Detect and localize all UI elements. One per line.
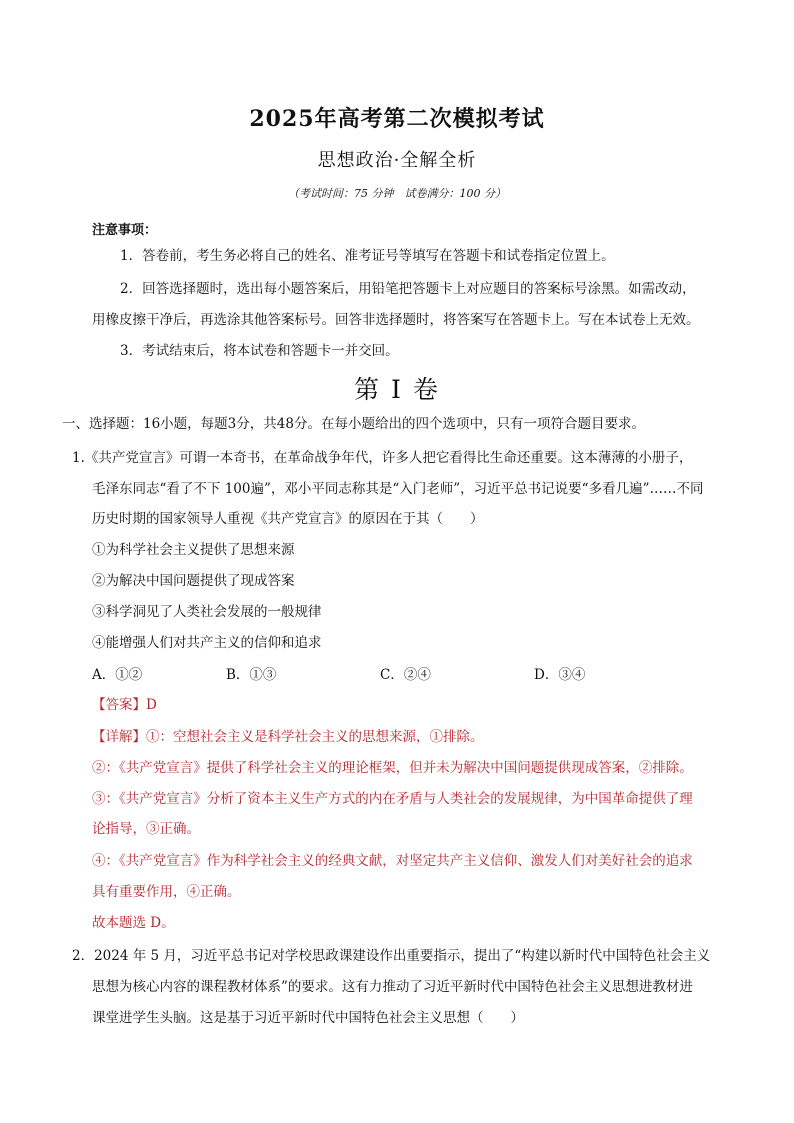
notice-item: 1．答卷前，考生务必将自己的姓名、准考证号等填写在答题卡和试卷指定位置上。 bbox=[120, 248, 615, 264]
analysis-line: 论指导，③正确。 bbox=[92, 821, 200, 837]
option-b: B．①③ bbox=[226, 667, 277, 683]
notice-item: 3．考试结束后，将本试卷和答题卡一并交回。 bbox=[120, 343, 399, 359]
statement-item: ②为解决中国问题提供了现成答案 bbox=[92, 573, 295, 589]
option-c: C．②④ bbox=[380, 667, 431, 683]
question-stem-line: 思想为核心内容的课程教材体系”的要求。这有力推动了习近平新时代中国特色社会主义思想进教材进 bbox=[92, 979, 693, 995]
statement-item: ③科学洞见了人类社会发展的一般规律 bbox=[92, 604, 322, 620]
section-title: 第 I 卷 bbox=[354, 375, 440, 404]
question-stem-line: 历史时期的国家领导人重视《共产党宣言》的原因在于其（ ） bbox=[92, 511, 484, 527]
exam-title: 2025年高考第二次模拟考试 bbox=[249, 106, 545, 132]
notice-item: 2．回答选择题时，选出每小题答案后，用铅笔把答题卡上对应题目的答案标号涂黑。如需改动， bbox=[120, 281, 696, 297]
option-a: A．①② bbox=[92, 667, 143, 683]
question-stem-line: 2．2024 年 5 月，习近平总书记对学校思政课建设作出重要指示，提出了“构建以新时代中国特色社会主义 bbox=[72, 948, 711, 964]
notice-item-continued: 用橡皮擦干净后，再选涂其他答案标号。回答非选择题时，将答案写在答题卡上。写在本试卷上无效。 bbox=[92, 312, 700, 328]
section-instruction: 一、选择题：16小题，每题3分，共48分。在每小题给出的四个选项中，只有一项符合题目要求。 bbox=[62, 416, 645, 432]
statement-item: ①为科学社会主义提供了思想来源 bbox=[92, 542, 295, 558]
question-stem-line: 课堂进学生头脑。这是基于习近平新时代中国特色社会主义思想（ ） bbox=[92, 1010, 524, 1026]
analysis-conclusion: 故本题选 D。 bbox=[92, 915, 175, 931]
exam-time-score-info: （考试时间：75 分钟 试卷满分：100 分） bbox=[288, 187, 506, 200]
question-stem-line: 毛泽东同志“看了不下 100遍”，邓小平同志称其是“入门老师”，习近平总书记说要“多看几遍”……不同 bbox=[92, 481, 704, 497]
analysis-line: 具有重要作用，④正确。 bbox=[92, 884, 241, 900]
analysis-line: 【详解】①：空想社会主义是科学社会主义的思想来源，①排除。 bbox=[92, 729, 484, 745]
analysis-line: ③：《共产党宣言》分析了资本主义生产方式的内在矛盾与人类社会的发展规律，为中国革命提供了理 bbox=[92, 791, 693, 807]
question-stem-line: 1.《共产党宣言》可谓一本奇书，在革命战争年代，许多人把它看得比生命还重要。这本薄薄的小册子， bbox=[72, 450, 693, 466]
analysis-line: ④：《共产党宣言》作为科学社会主义的经典文献，对坚定共产主义信仰、激发人们对美好社会的追求 bbox=[92, 853, 693, 869]
option-d: D．③④ bbox=[534, 667, 586, 683]
answer-label: 【答案】D bbox=[92, 697, 157, 713]
analysis-line: ②：《共产党宣言》提供了科学社会主义的理论框架，但并未为解决中国问题提供现成答案，②排除。 bbox=[92, 760, 693, 776]
statement-item: ④能增强人们对共产主义的信仰和追求 bbox=[92, 635, 322, 651]
exam-subtitle: 思想政治·全解全析 bbox=[317, 150, 477, 171]
notice-heading: 注意事项： bbox=[92, 223, 158, 238]
